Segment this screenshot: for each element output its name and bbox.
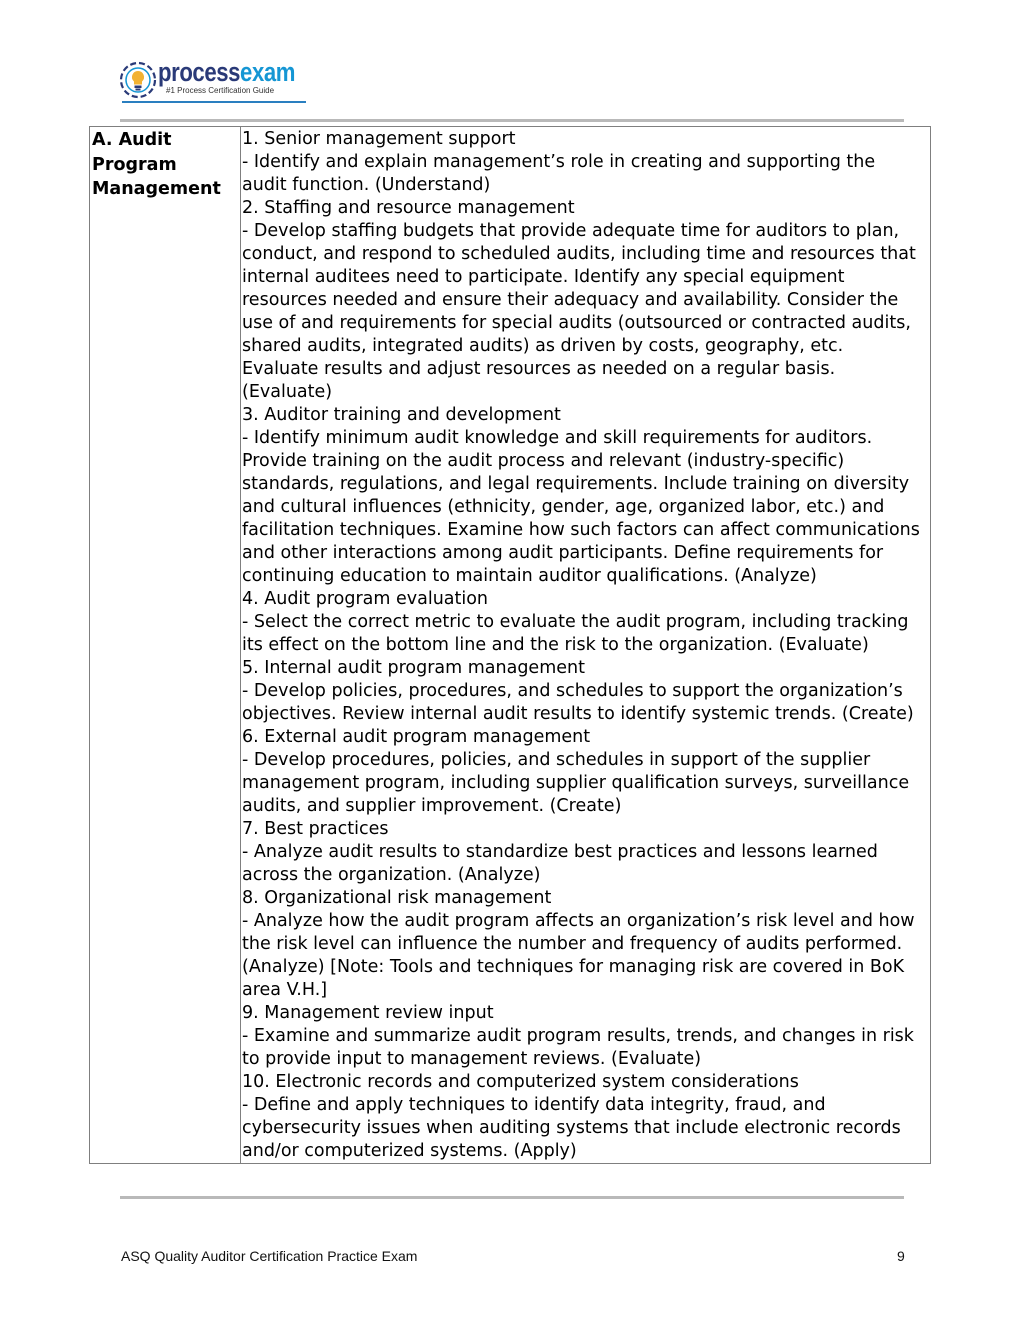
topic-line: 7. Best practices <box>242 819 389 839</box>
topic-line: - Select the correct metric to evaluate the audit program, including tracking <box>242 612 909 632</box>
topic-line: and cultural influences (ethnicity, gender, age, organized labor, etc.) and <box>242 497 885 517</box>
brand-tagline: #1 Process Certification Guide <box>166 86 275 95</box>
topic-line: standards, regulations, and legal requirements. Include training on diversity <box>242 474 910 494</box>
page-number: 9 <box>897 1248 905 1264</box>
topic-line: 9. Management review input <box>242 1003 494 1023</box>
topic-line: - Examine and summarize audit program results, trends, and changes in risk <box>242 1026 914 1046</box>
topic-line: 4. Audit program evaluation <box>242 589 489 609</box>
topic-line: 10. Electronic records and computerized system considerations <box>242 1072 799 1092</box>
topic-line: - Develop policies, procedures, and schedules to support the organization’s <box>242 681 903 701</box>
brand-underline <box>122 101 306 103</box>
footer-title: ASQ Quality Auditor Certification Practice Exam <box>121 1248 418 1264</box>
category-label: A. Audit Program Management <box>92 130 221 199</box>
topic-line: - Develop staffing budgets that provide adequate time for auditors to plan, <box>242 221 900 241</box>
topic-line: - Identify and explain management’s role in creating and supporting the <box>242 152 876 172</box>
brand-wordmark: processexam <box>158 57 296 87</box>
topic-line: internal auditees need to participate. Identify any special equipment <box>242 267 845 287</box>
topic-line: to provide input to management reviews. (Evaluate) <box>242 1049 702 1069</box>
topic-line: cybersecurity issues when auditing systems that include electronic records <box>242 1118 901 1138</box>
topics-cell <box>241 127 931 1164</box>
topic-line: facilitation techniques. Examine how such factors can affect communications <box>242 520 920 540</box>
topic-line: (Analyze) [Note: Tools and techniques for managing risk are covered in BoK <box>242 957 905 977</box>
brand-logo[interactable] <box>118 58 318 104</box>
topic-line: shared audits, integrated audits) as driven by costs, geography, etc. <box>242 336 844 356</box>
topic-line: 1. Senior management support <box>242 129 516 149</box>
topic-line: area V.H.] <box>242 980 328 1000</box>
table-row <box>90 127 931 1164</box>
category-cell <box>90 127 241 1164</box>
topic-line: Evaluate results and adjust resources as needed on a regular basis. <box>242 359 836 379</box>
topic-line: and/or computerized systems. (Apply) <box>242 1141 577 1161</box>
topic-line: - Define and apply techniques to identify data integrity, fraud, and <box>242 1095 826 1115</box>
topic-line: - Develop procedures, policies, and schedules in support of the supplier <box>242 750 871 770</box>
topic-line: (Evaluate) <box>242 382 333 402</box>
topic-list <box>241 127 930 1163</box>
topic-line: 6. External audit program management <box>242 727 591 747</box>
topic-line: Provide training on the audit process and relevant (industry-specific) <box>242 451 845 471</box>
syllabus-table <box>89 126 931 1164</box>
topic-line: continuing education to maintain auditor qualifications. (Analyze) <box>242 566 817 586</box>
topic-line: 3. Auditor training and development <box>242 405 561 425</box>
topic-line: - Identify minimum audit knowledge and skill requirements for auditors. <box>242 428 873 448</box>
topic-line: audit function. (Understand) <box>242 175 491 195</box>
topic-line: and other interactions among audit participants. Define requirements for <box>242 543 884 563</box>
topic-line: 8. Organizational risk management <box>242 888 552 908</box>
topic-line: - Analyze how the audit program affects an organization’s risk level and how <box>242 911 915 931</box>
top-divider <box>120 119 904 122</box>
topic-line: the risk level can influence the number and frequency of audits performed. <box>242 934 903 954</box>
topic-line: use of and requirements for special audits (outsourced or contracted audits, <box>242 313 911 333</box>
topic-line: 5. Internal audit program management <box>242 658 585 678</box>
topic-line: 2. Staffing and resource management <box>242 198 575 218</box>
topic-line: resources needed and ensure their adequacy and availability. Consider the <box>242 290 899 310</box>
topic-line: its effect on the bottom line and the risk to the organization. (Evaluate) <box>242 635 869 655</box>
topic-line: across the organization. (Analyze) <box>242 865 541 885</box>
lightbulb-gear-icon <box>118 60 158 100</box>
topic-line: audits, and supplier improvement. (Create) <box>242 796 622 816</box>
topic-line: management program, including supplier qualification surveys, surveillance <box>242 773 910 793</box>
topic-line: - Analyze audit results to standardize best practices and lessons learned <box>242 842 878 862</box>
topic-line: objectives. Review internal audit results to identify systemic trends. (Create) <box>242 704 914 724</box>
bottom-divider <box>120 1196 904 1199</box>
topic-line: conduct, and respond to scheduled audits, including time and resources that <box>242 244 916 264</box>
